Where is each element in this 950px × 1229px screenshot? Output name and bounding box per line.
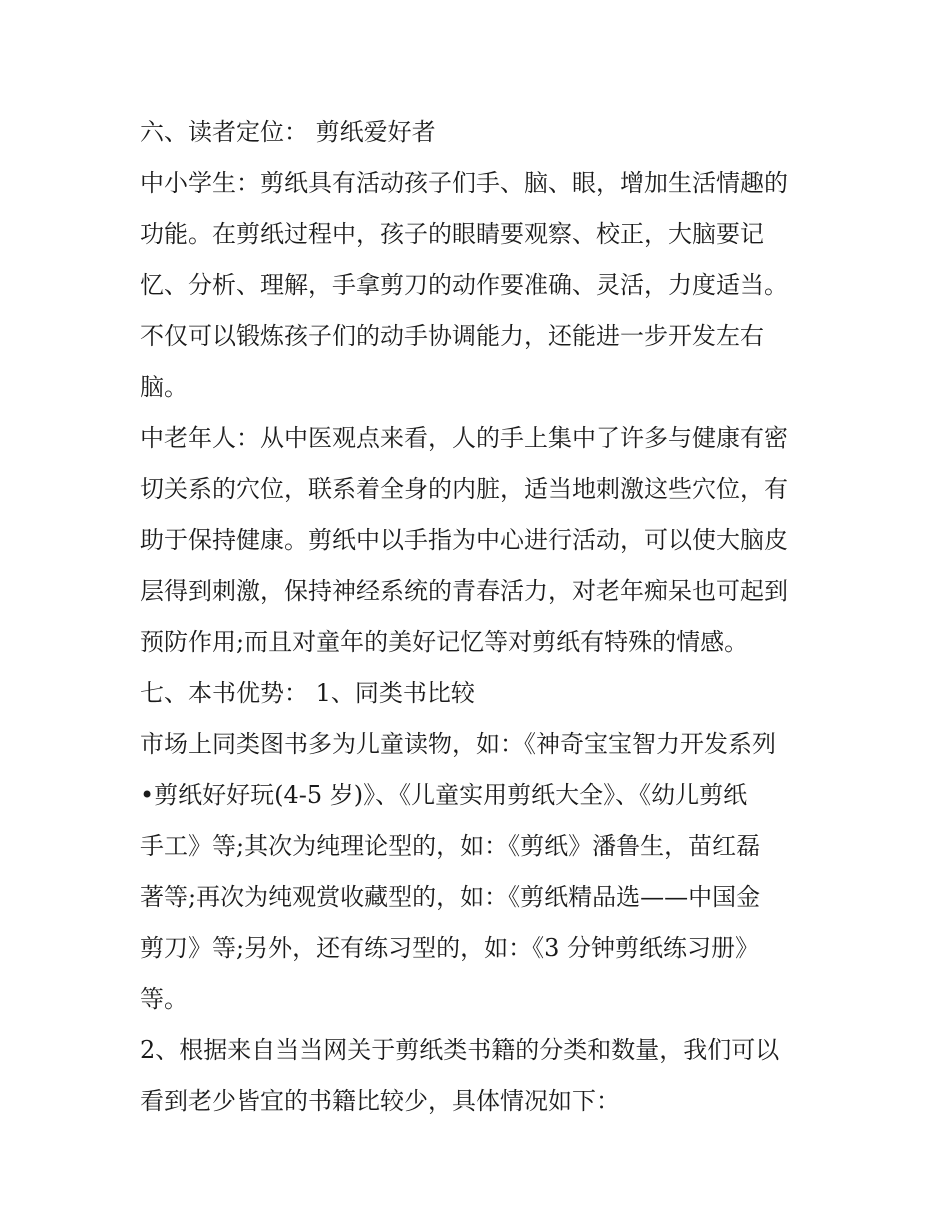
- paragraph-line: 中小学生：剪纸具有活动孩子们手、脑、眼，增加生活情趣的: [140, 169, 788, 197]
- paragraph-line: 2、根据来自当当网关于剪纸类书籍的分类和数量，我们可以: [140, 1036, 780, 1064]
- paragraph-line: 看到老少皆宜的书籍比较少，具体情况如下：: [140, 1087, 620, 1115]
- paragraph-line: 市场上同类图书多为儿童读物，如：《神奇宝宝智力开发系列: [140, 730, 776, 758]
- paragraph-line: 中老年人：从中医观点来看，人的手上集中了许多与健康有密: [140, 424, 788, 452]
- paragraph-line: 层得到刺激，保持神经系统的青春活力，对老年痴呆也可起到: [140, 577, 788, 605]
- paragraph-line: 著等;再次为纯观赏收藏型的，如：《剪纸精品选——中国金: [140, 883, 761, 911]
- paragraph-line: 切关系的穴位，联系着全身的内脏，适当地刺激这些穴位，有: [140, 475, 788, 503]
- paragraph-line: 手工》等;其次为纯理论型的，如：《剪纸》潘鲁生，苗红磊: [140, 832, 761, 860]
- paragraph-line: 不仅可以锻炼孩子们的动手协调能力，还能进一步开发左右: [140, 322, 764, 350]
- paragraph-line: 脑。: [140, 373, 188, 401]
- paragraph-line: 功能。在剪纸过程中，孩子的眼睛要观察、校正，大脑要记: [140, 220, 764, 248]
- paragraph-line: 忆、分析、理解，手拿剪刀的动作要准确、灵活，力度适当。: [140, 271, 788, 299]
- paragraph-line: 预防作用;而且对童年的美好记忆等对剪纸有特殊的情感。: [140, 628, 749, 656]
- paragraph-line: 助于保持健康。剪纸中以手指为中心进行活动，可以使大脑皮: [140, 526, 788, 554]
- paragraph-line: •剪纸好好玩(4-5 岁)》、《儿童实用剪纸大全》、《幼儿剪纸: [140, 781, 748, 809]
- body-text: [140, 107, 830, 1127]
- section-heading-reader-positioning: 六、读者定位： 剪纸爱好者: [140, 118, 436, 146]
- paragraph-line: 剪刀》等;另外，还有练习型的，如：《3 分钟剪纸练习册》: [140, 934, 759, 962]
- section-heading-book-advantages: 七、本书优势： 1、同类书比较: [140, 679, 475, 707]
- paragraph-line: 等。: [140, 985, 188, 1013]
